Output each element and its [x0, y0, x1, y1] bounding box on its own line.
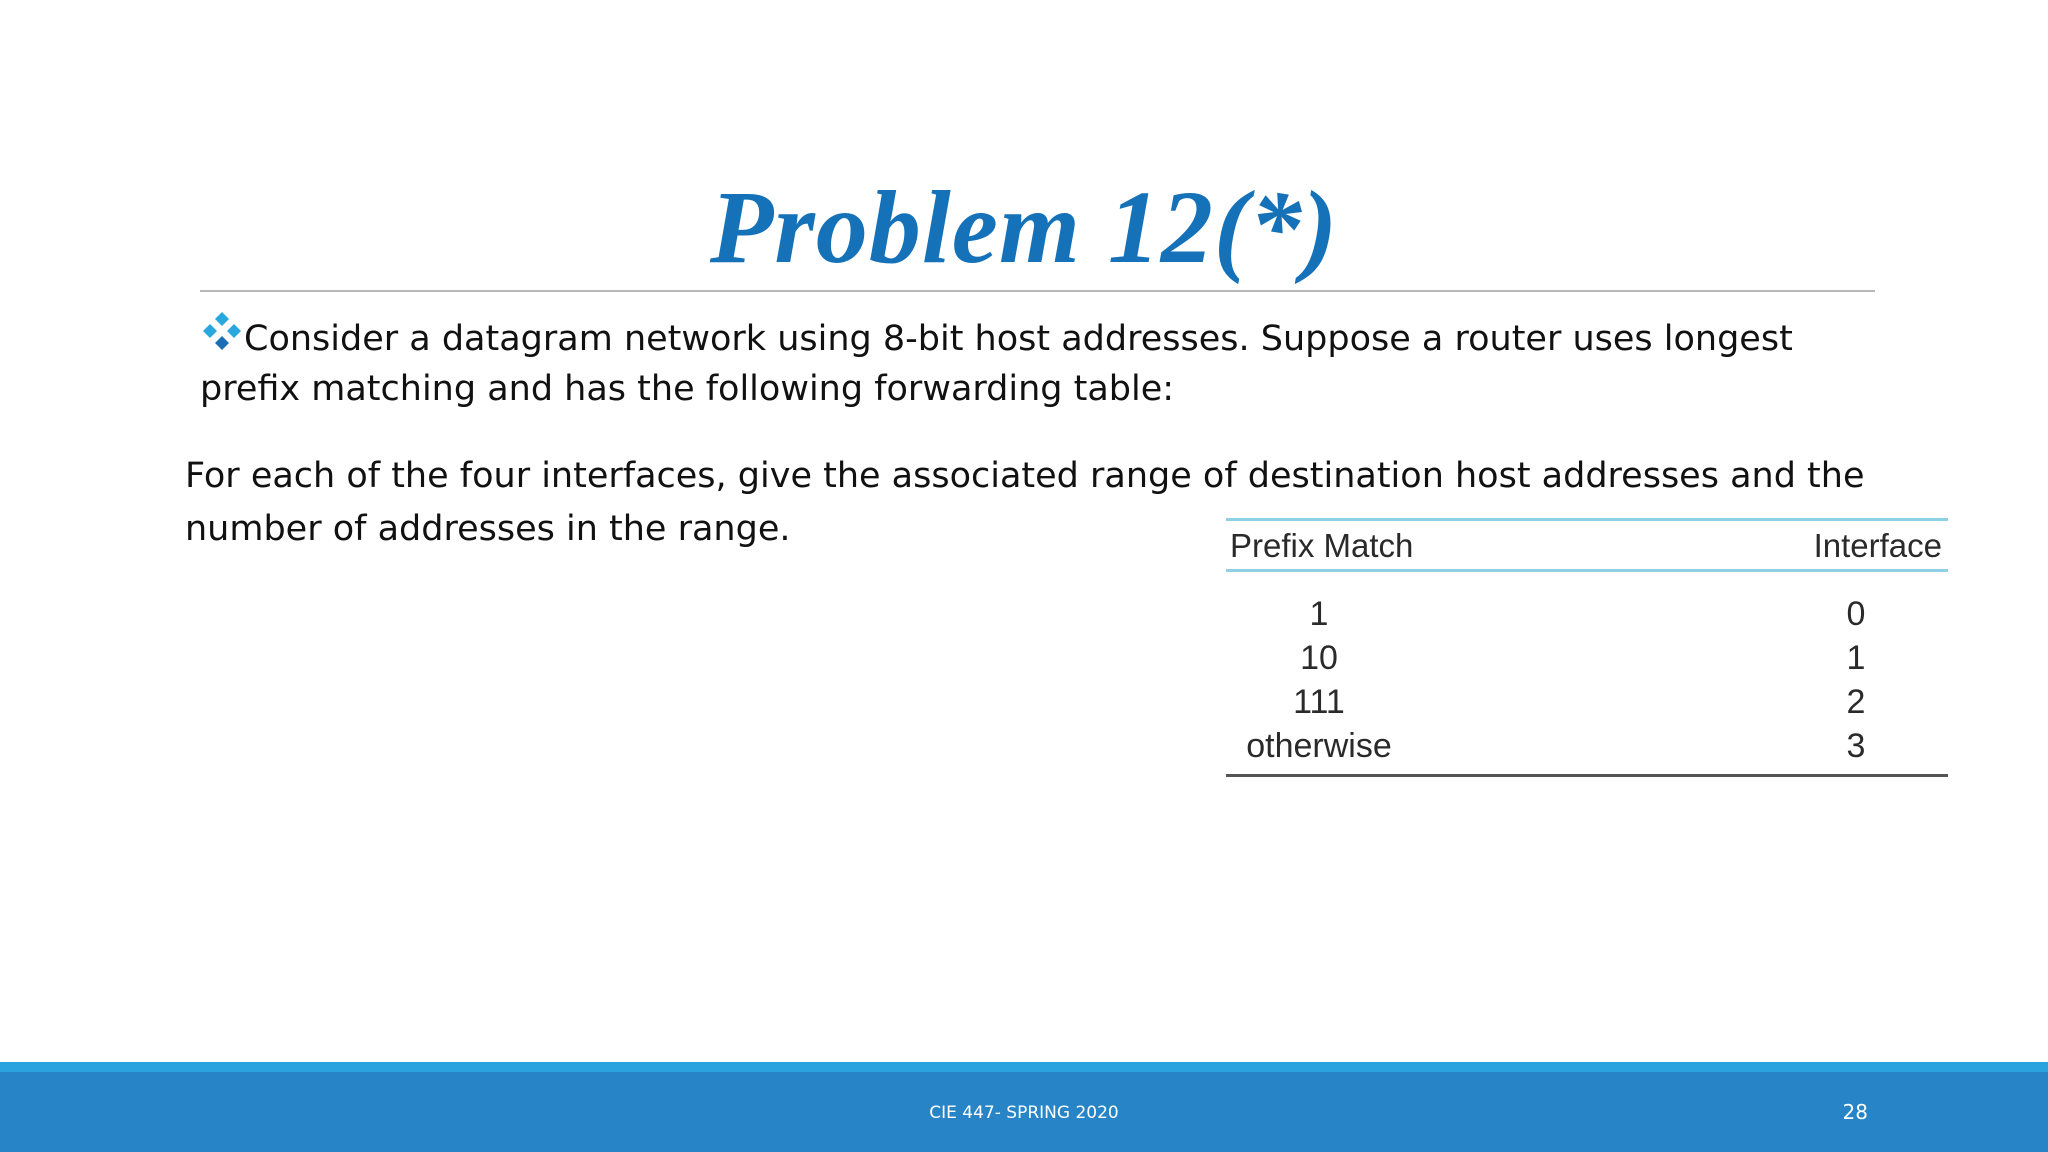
instruction-paragraph: For each of the four interfaces, give the associated range of destination host addresses and the number of addresses in the range. [185, 456, 1865, 549]
table-bottom-rule [1226, 774, 1948, 777]
footer-stripe [0, 1062, 2048, 1072]
diamond-cluster-icon [200, 310, 244, 354]
cell-prefix: 10 [1300, 639, 1338, 677]
bullet-text: Consider a datagram network using 8-bit host addresses. Suppose a router uses longest prefix matching and has the following forwarding table: [200, 319, 1793, 409]
forwarding-table [1226, 518, 1948, 777]
table-row [1226, 592, 1948, 636]
page-number: 28 [1842, 1100, 1868, 1124]
title-divider [200, 290, 1875, 292]
footer-course-label: CIE 447- SPRING 2020 [929, 1103, 1119, 1123]
table-row [1226, 636, 1948, 680]
cell-interface: 0 [1846, 595, 1866, 633]
cell-prefix: 1 [1309, 595, 1329, 633]
header-prefix-match: Prefix Match [1230, 527, 1414, 564]
table-row [1226, 680, 1948, 724]
table-row [1226, 724, 1948, 768]
slide-title: Problem 12(*) [709, 170, 1339, 285]
table-header [1226, 521, 1948, 567]
cell-prefix: otherwise [1246, 727, 1392, 765]
cell-prefix: 111 [1293, 683, 1345, 721]
header-interface: Interface [1813, 527, 1942, 564]
cell-interface: 1 [1846, 639, 1866, 677]
cell-interface: 3 [1846, 727, 1866, 765]
cell-interface: 2 [1846, 683, 1866, 721]
bullet-paragraph [200, 310, 1880, 414]
table-body [1226, 572, 1948, 774]
